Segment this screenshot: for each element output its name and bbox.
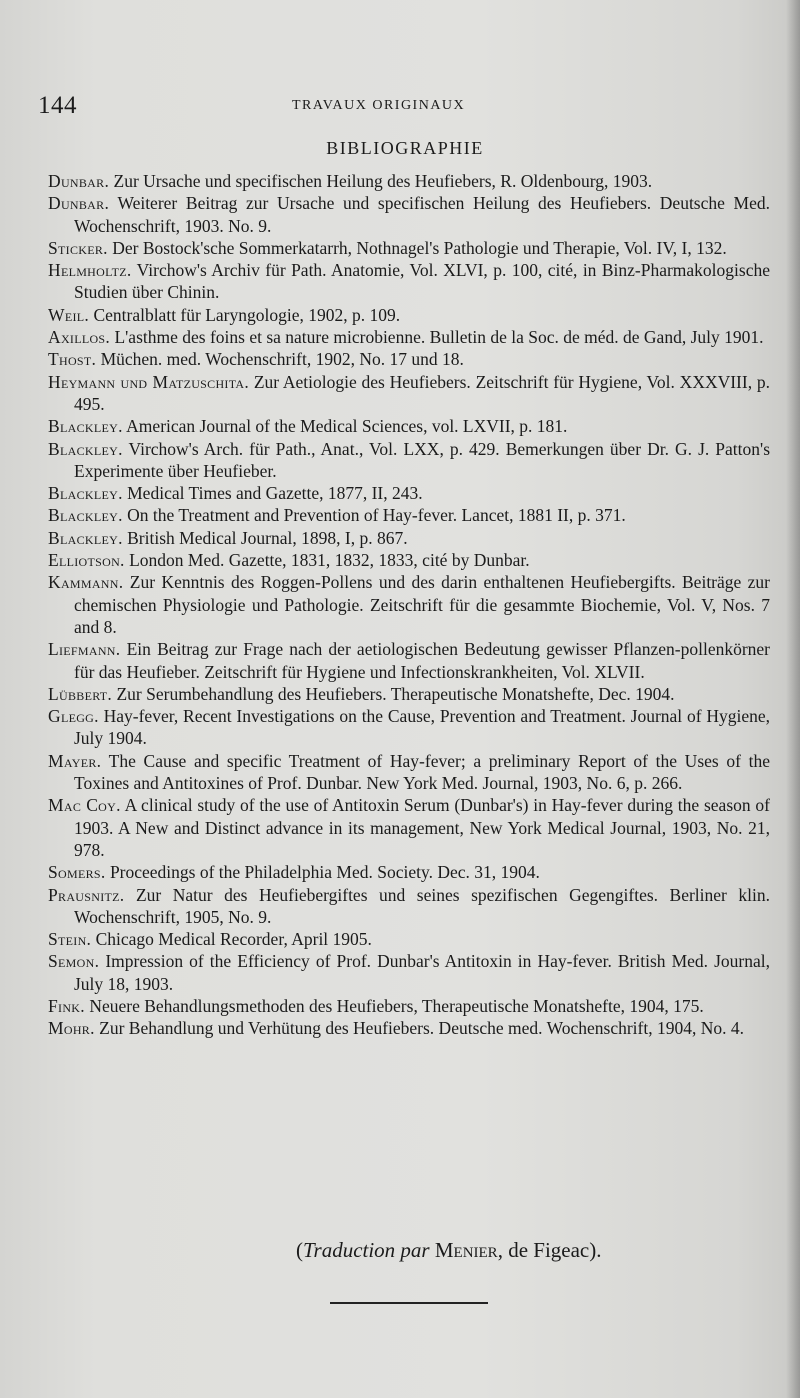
entry-text: Zur Ursache und specifischen Heilung des Heufiebers, R. Oldenbourg, 1903. — [113, 171, 653, 191]
entry-text: Ein Beitrag zur Frage nach der aetiologischen Bedeutung gewisser Pflanzen-pollenkörner für das Heufieber. Zeitschrift für Hygiene und Infectionskrankheiten, Vol. XLVII. — [74, 639, 771, 682]
entry-author: Axillos. — [48, 327, 111, 348]
entry-text: Chicago Medical Recorder, April 1905. — [95, 929, 372, 950]
bibliography-entry — [48, 571, 770, 638]
scan-edge-shadow — [786, 0, 800, 1398]
entry-author: Elliotson. — [48, 550, 125, 571]
entry-author: Sticker. — [48, 237, 108, 258]
bibliography-entry — [48, 928, 770, 950]
bibliography-entry — [48, 438, 770, 483]
bibliography-entry — [48, 170, 770, 192]
entry-text: Zur Natur des Heufiebergiftes und seines spezifischen Gegengiftes. Berliner klin. Wochenschrift, 1905, No. 9. — [74, 884, 770, 927]
page-header — [38, 92, 740, 122]
bibliography-entry — [48, 549, 770, 571]
entry-text: American Journal of the Medical Sciences, vol. LXVII, p. 181. — [126, 416, 568, 437]
bibliography-entry — [48, 326, 770, 348]
entry-author: Helmholtz. — [48, 260, 132, 281]
bibliography-entry — [48, 304, 770, 326]
credit-rest: de Figeac). — [502, 1238, 602, 1262]
entry-author: Weil. — [48, 304, 90, 325]
closing-rule — [330, 1302, 488, 1304]
entry-author: Liefmann. — [48, 639, 121, 660]
bibliography-entry — [48, 504, 770, 526]
bibliography-entry — [48, 861, 770, 883]
bibliography-entry — [48, 482, 770, 504]
entry-author: Fink. — [48, 995, 85, 1016]
bibliography-entry — [48, 794, 770, 861]
entry-text: Neuere Behandlungsmethoden des Heufiebers, Therapeutische Monatshefte, 1904, 175. — [89, 995, 704, 1016]
bibliography-entry — [48, 237, 770, 259]
entry-text: Zur Serumbehandlung des Heufiebers. Therapeutische Monatshefte, Dec. 1904. — [116, 683, 675, 704]
entry-text: The Cause and specific Treatment of Hay-fever; a preliminary Report of the Uses of the Toxines and Antitoxines of Prof. Dunbar. New York Med. Journal, 1903, No. 6, p. 266. — [74, 750, 771, 794]
entry-author: Blackley. — [48, 438, 123, 459]
credit-open-paren: ( — [296, 1238, 303, 1262]
entry-author: Blackley. — [48, 505, 123, 526]
entry-author: Stein. — [48, 929, 92, 950]
entry-author: Semon. — [48, 951, 100, 972]
translation-credit — [296, 1238, 602, 1263]
bibliography-entry — [48, 527, 770, 549]
entry-text: Centralblatt für Laryngologie, 1902, p. 109. — [93, 304, 401, 325]
entry-author: Dunbar. — [48, 171, 110, 191]
entry-text: Zur Behandlung und Verhütung des Heufiebers. Deutsche med. Wochenschrift, 1904, No. 4. — [99, 1018, 744, 1039]
entry-text: Zur Aetiologie des Heufiebers. Zeitschrift für Hygiene, Vol. XXXVIII, p. 495. — [74, 371, 770, 414]
entry-text: Medical Times and Gazette, 1877, II, 243. — [127, 483, 423, 504]
entry-author: Thost. — [48, 349, 97, 370]
entry-author: Mac Coy. — [48, 795, 121, 816]
entry-text: Proceedings of the Philadelphia Med. Society. Dec. 31, 1904. — [109, 862, 540, 883]
bibliography-entry — [48, 1017, 770, 1039]
bibliography-entry — [48, 192, 770, 237]
entry-author: Dunbar. — [48, 193, 110, 214]
entry-text: A clinical study of the use of Antitoxin Serum (Dunbar's) in Hay-fever during the season of 1903. A New and Distinct advance in its management, New York Medical Journal, 1903, No. 21, 978. — [74, 795, 770, 860]
entry-text: Weiterer Beitrag zur Ursache und specifischen Heilung des Heufiebers. Deutsche Med. Wochenschrift, 1903. No. 9. — [74, 193, 770, 236]
bibliography-entry — [48, 371, 770, 416]
entry-author: Mayer. — [48, 750, 102, 771]
bibliography-entry — [48, 638, 770, 683]
bibliography-entry — [48, 950, 770, 995]
entry-text: London Med. Gazette, 1831, 1832, 1833, cité by Dunbar. — [129, 550, 530, 571]
entry-text: Hay-fever, Recent Investigations on the Cause, Prevention and Treatment. Journal of Hygiene, July 1904. — [74, 706, 771, 749]
bibliography-entry — [48, 683, 770, 705]
credit-italic: Traduction par — [303, 1238, 430, 1262]
translator-name: Menier, — [434, 1238, 503, 1262]
entry-author: Blackley. — [48, 483, 123, 504]
entry-text: Der Bostock'sche Sommerkatarrh, Nothnagel's Pathologie und Therapie, Vol. IV, I, 132. — [112, 237, 727, 258]
entry-text: British Medical Journal, 1898, I, p. 867. — [127, 527, 408, 548]
bibliography-entry — [48, 884, 770, 929]
bibliography-entry — [48, 995, 770, 1017]
entry-text: Impression of the Efficiency of Prof. Dunbar's Antitoxin in Hay-fever. British Med. Journal, July 18, 1903. — [74, 951, 771, 994]
bibliography-entry — [48, 705, 770, 750]
entry-author: Prausnitz. — [48, 884, 125, 905]
bibliography-entry — [48, 259, 770, 304]
bibliography-entry — [48, 415, 770, 437]
entry-author: Mohr. — [48, 1018, 95, 1039]
section-title: BIBLIOGRAPHIE — [326, 138, 484, 158]
entry-author: Kammann. — [48, 572, 124, 593]
bibliography-entry — [48, 750, 770, 795]
entry-text: On the Treatment and Prevention of Hay-fever. Lancet, 1881 II, p. 371. — [127, 505, 626, 526]
entry-author: Lübbert. — [48, 683, 113, 704]
entry-text: Virchow's Archiv für Path. Anatomie, Vol. XLVI, p. 100, cité, in Binz-Pharmakologische Studien über Chinin. — [74, 260, 770, 303]
bibliography-entry — [48, 348, 770, 370]
entry-text: L'asthme des foins et sa nature microbienne. Bulletin de la Soc. de méd. de Gand, July 1901. — [114, 327, 764, 348]
bibliography-list — [48, 170, 770, 1040]
entry-author: Blackley. — [48, 416, 123, 437]
entry-author: Heymann und Matzuschita. — [48, 371, 250, 392]
entry-text: Zur Kenntnis des Roggen-Pollens und des darin enthaltenen Heufiebergifts. Beiträge zur chemischen Physiologie und Pathologie. Zeitschrift für die gesammte Biochemie, Vol. V, Nos. 7 and 8. — [74, 572, 771, 637]
entry-author: Blackley. — [48, 527, 123, 548]
entry-author: Somers. — [48, 862, 106, 883]
entry-author: Glegg. — [48, 706, 99, 727]
entry-text: Müchen. med. Wochenschrift, 1902, No. 17 und 18. — [100, 349, 464, 370]
page-number: 144 — [38, 92, 77, 119]
entry-text: Virchow's Arch. für Path., Anat., Vol. LXX, p. 429. Bemerkungen über Dr. G. J. Patton's Experimente über Heufieber. — [74, 438, 770, 481]
running-head: TRAVAUX ORIGINAUX — [292, 98, 466, 113]
